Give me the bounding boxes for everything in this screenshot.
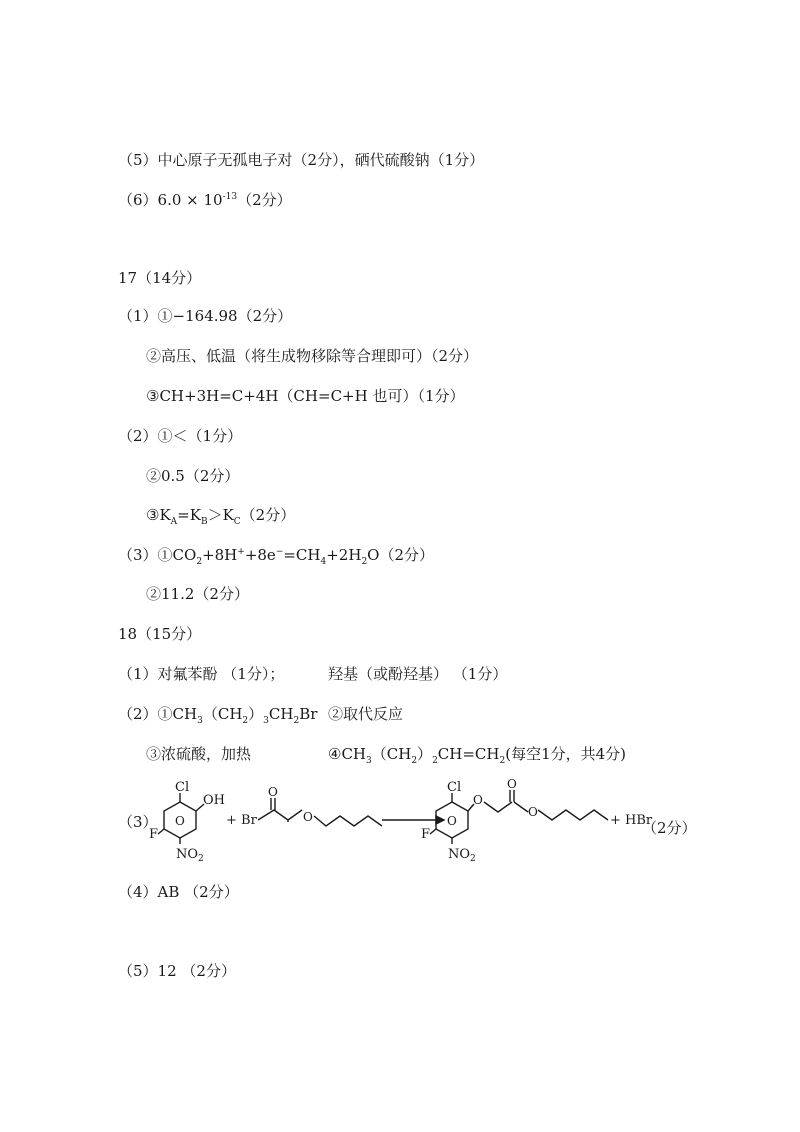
f-a-3: 3	[197, 716, 203, 726]
reactant-ring-o: O	[175, 814, 185, 828]
k-gt: ＞K	[207, 506, 234, 524]
answer-17-2-b: ②0.5（2分）	[146, 467, 240, 485]
answer-6-exponent: -13	[222, 192, 238, 202]
reactant-oh: OH	[203, 793, 225, 808]
f-a-close: ）	[248, 705, 264, 723]
question-18-title: 18（15分）	[118, 625, 202, 643]
product-ether-o: O	[473, 793, 483, 807]
answer-18-2-c: ③浓硫酸，加热	[146, 745, 252, 763]
bromoester-ether-o: O	[303, 810, 313, 824]
eq-co: （3）①CO	[118, 546, 197, 564]
k-sub-c: C	[233, 517, 241, 527]
plus-hbr: + HBr	[610, 813, 653, 828]
answer-5-label: （5）	[118, 151, 158, 169]
eq-h2-sub: 2	[361, 557, 368, 567]
answer-17-1-b: ②高压、低温（将生成物移除等合理即可）（2分）	[146, 347, 479, 365]
answer-18-2-a	[118, 704, 317, 724]
answer-5	[118, 150, 484, 170]
answer-18-3-score: （2分）	[642, 819, 697, 837]
k-sub-b: B	[200, 517, 208, 527]
f-d-mid: （CH	[371, 745, 412, 763]
bromoester-structure	[258, 798, 382, 826]
f-a-mid: （CH	[202, 705, 243, 723]
reactant-f: F	[149, 827, 159, 842]
product-carbonyl-o: O	[507, 777, 517, 791]
answer-17-1-a: （1）①−164.98（2分）	[118, 307, 293, 325]
answer-18-1-a: （1）对氟苯酚 （1分）；	[118, 665, 285, 683]
eq-ch: =CH	[283, 546, 321, 564]
eq-e-sup: −	[275, 547, 284, 557]
product-cl: Cl	[447, 780, 462, 795]
answer-17-1-c: ③CH+3H=C+4H（CH=C+H 也可）（1分）	[146, 387, 465, 405]
product-ring-o: O	[447, 814, 457, 828]
product-f: F	[421, 827, 431, 842]
product-ester-o: O	[528, 805, 538, 819]
answer-6-label: （6）	[118, 191, 158, 209]
answer-18-2-d	[328, 744, 626, 764]
answer-18-3-label: （3）	[118, 813, 158, 831]
f-d-close: ）	[417, 745, 433, 763]
answer-5-text: 中心原子无孤电子对（2分），硒代硫酸钠（1分）	[157, 151, 485, 169]
f-d-h2: 2	[499, 756, 506, 766]
f-d-n: 2	[432, 756, 438, 766]
answer-18-1-b: 羟基（或酚羟基） （1分）	[328, 665, 508, 683]
bromoester-carbonyl-o: O	[268, 785, 278, 799]
eq-h2: +2H	[326, 546, 362, 564]
f-d-mid2: CH=CH	[437, 745, 500, 763]
reactant-no2: $NO_2$	[176, 847, 204, 864]
f-d-2: 2	[411, 756, 418, 766]
answer-6	[118, 190, 292, 210]
reactant-cl: Cl	[175, 780, 190, 795]
answer-6-base: 6.0 × 10	[157, 191, 223, 209]
f-a-n: 3	[263, 716, 269, 726]
f-d-pre: ④CH	[328, 745, 367, 763]
eq-h-sup: +	[237, 547, 245, 557]
reaction-arrow	[382, 816, 444, 824]
plus-br: + Br	[226, 813, 257, 828]
f-a-end2: 2	[293, 716, 300, 726]
reaction-scheme	[118, 776, 718, 866]
answer-18-4: （4）AB （2分）	[118, 883, 239, 901]
eq-ch-sub: 4	[320, 557, 327, 567]
f-a-end: CH	[268, 705, 294, 723]
k-eq: =K	[177, 506, 201, 524]
f-d-end: (每空1分，共4分)	[505, 745, 627, 763]
product-no2: $NO_2$	[448, 847, 476, 864]
answer-18-2-b: ②取代反应	[328, 705, 404, 723]
answer-17-2-a: （2）①＜（1分）	[118, 427, 243, 445]
k-text: ③K	[146, 506, 171, 524]
question-17-title: 17（14分）	[118, 269, 202, 287]
f-a-br: Br	[299, 705, 318, 723]
eq-h: +8H	[202, 546, 238, 564]
eq-e: +8e	[244, 546, 276, 564]
f-a-2: 2	[242, 716, 249, 726]
answer-18-5: （5）12 （2分）	[118, 962, 236, 980]
eq-end: O（2分）	[367, 546, 435, 564]
k-score: （2分）	[240, 506, 296, 524]
eq-co-sub: 2	[196, 557, 203, 567]
f-a-pre: （2）①CH	[118, 705, 198, 723]
k-sub-a: A	[170, 517, 178, 527]
answer-17-3-a	[118, 545, 434, 565]
answer-17-3-b: ②11.2（2分）	[146, 585, 249, 603]
f-d-3: 3	[366, 756, 372, 766]
answer-6-score: （2分）	[237, 191, 292, 209]
answer-17-2-c	[146, 505, 295, 525]
